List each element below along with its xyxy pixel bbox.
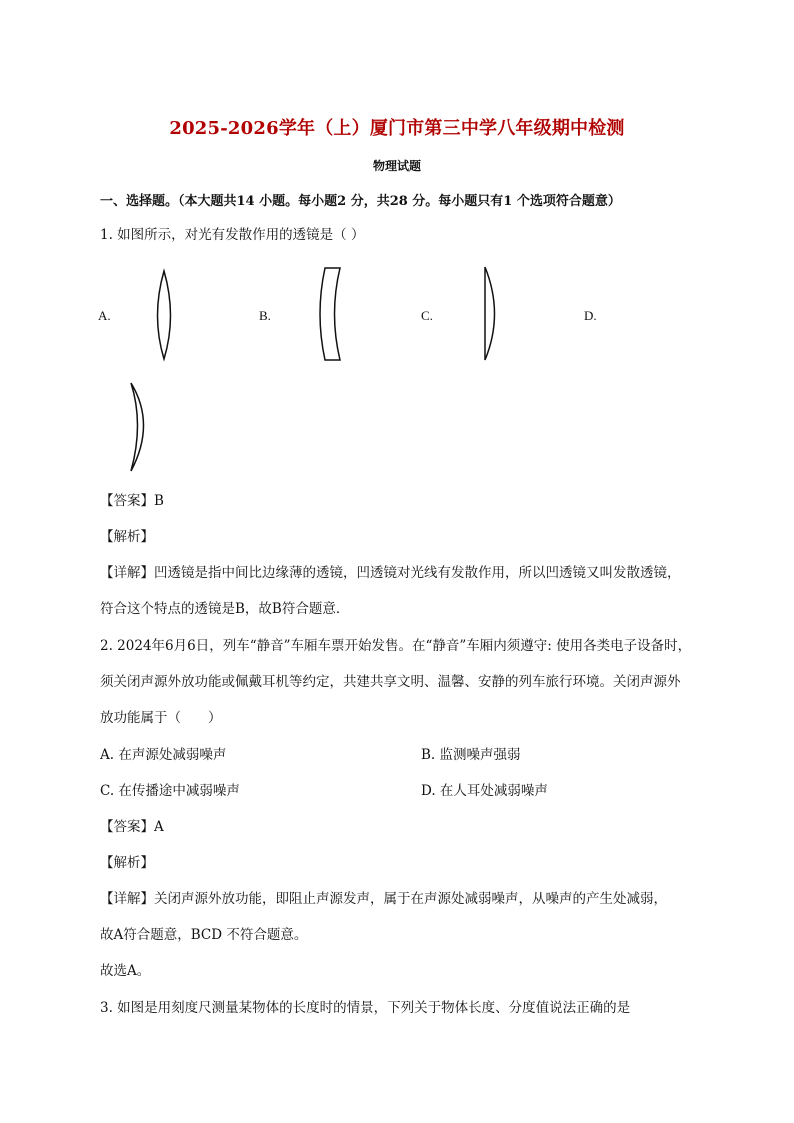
q2-analysis-label: 【解析】 xyxy=(100,855,154,871)
q2-option-b: B. 监测噪声强弱 xyxy=(421,747,521,763)
page-subtitle: 物理试题 xyxy=(372,159,421,173)
q2-detail-line-1: 【详解】关闭声源外放功能，即阻止声源发声，属于在声源处减弱噪声，从噪声的产生处减弱， xyxy=(100,891,667,907)
plano-convex-lens-figure-c xyxy=(480,264,504,364)
q1-option-c-label: C. xyxy=(421,308,433,323)
q2-answer: 【答案】A xyxy=(100,819,164,835)
q1-stem: 1. 如图所示，对光有发散作用的透镜是（ ） xyxy=(100,227,365,243)
q1-answer: 【答案】B xyxy=(100,493,164,509)
q1-detail-line-2: 符合这个特点的透镜是B，故B符合题意． xyxy=(100,601,350,617)
q1-option-d-label: D. xyxy=(584,308,597,323)
section-heading: 一、选择题。（本大题共14 小题。每小题2 分，共28 分。每小题只有1 个选项符合题意） xyxy=(100,194,621,209)
q1-option-a-label: A. xyxy=(98,308,111,323)
meniscus-lens-figure-d xyxy=(126,380,156,476)
q1-analysis-label: 【解析】 xyxy=(100,529,154,545)
q3-stem: 3. 如图是用刻度尺测量某物体的长度时的情景，下列关于物体长度、分度值说法正确的是 xyxy=(100,1000,631,1016)
q2-option-c: C. 在传播途中减弱噪声 xyxy=(100,783,240,799)
q2-detail-line-2: 故A符合题意，BCD 不符合题意。 xyxy=(100,927,308,943)
q2-stem-line-1: 2. 2024年6月6日，列车“静音”车厢车票开始发售。在“静音”车厢内须遵守: 使用各类电子设备时， xyxy=(100,638,692,654)
q1-detail-line-1: 【详解】凹透镜是指中间比边缘薄的透镜，凹透镜对光线有发散作用，所以凹透镜又叫发散透镜， xyxy=(100,565,681,581)
q2-option-d: D. 在人耳处减弱噪声 xyxy=(421,783,548,799)
concave-lens-figure-b xyxy=(316,264,350,364)
q2-option-a: A. 在声源处减弱噪声 xyxy=(100,747,227,763)
q2-stem-line-2: 须关闭声源外放功能或佩戴耳机等约定，共建共享文明、温馨、安静的列车旅行环境。关闭声源外 xyxy=(100,674,681,690)
q1-option-b-label: B. xyxy=(259,308,271,323)
convex-lens-figure-a xyxy=(148,268,180,364)
page-title: 2025-2026学年（上）厦门市第三中学八年级期中检测 xyxy=(169,118,625,139)
q2-conclusion: 故选A。 xyxy=(100,963,151,979)
q2-stem-line-3: 放功能属于（ ） xyxy=(100,710,222,726)
